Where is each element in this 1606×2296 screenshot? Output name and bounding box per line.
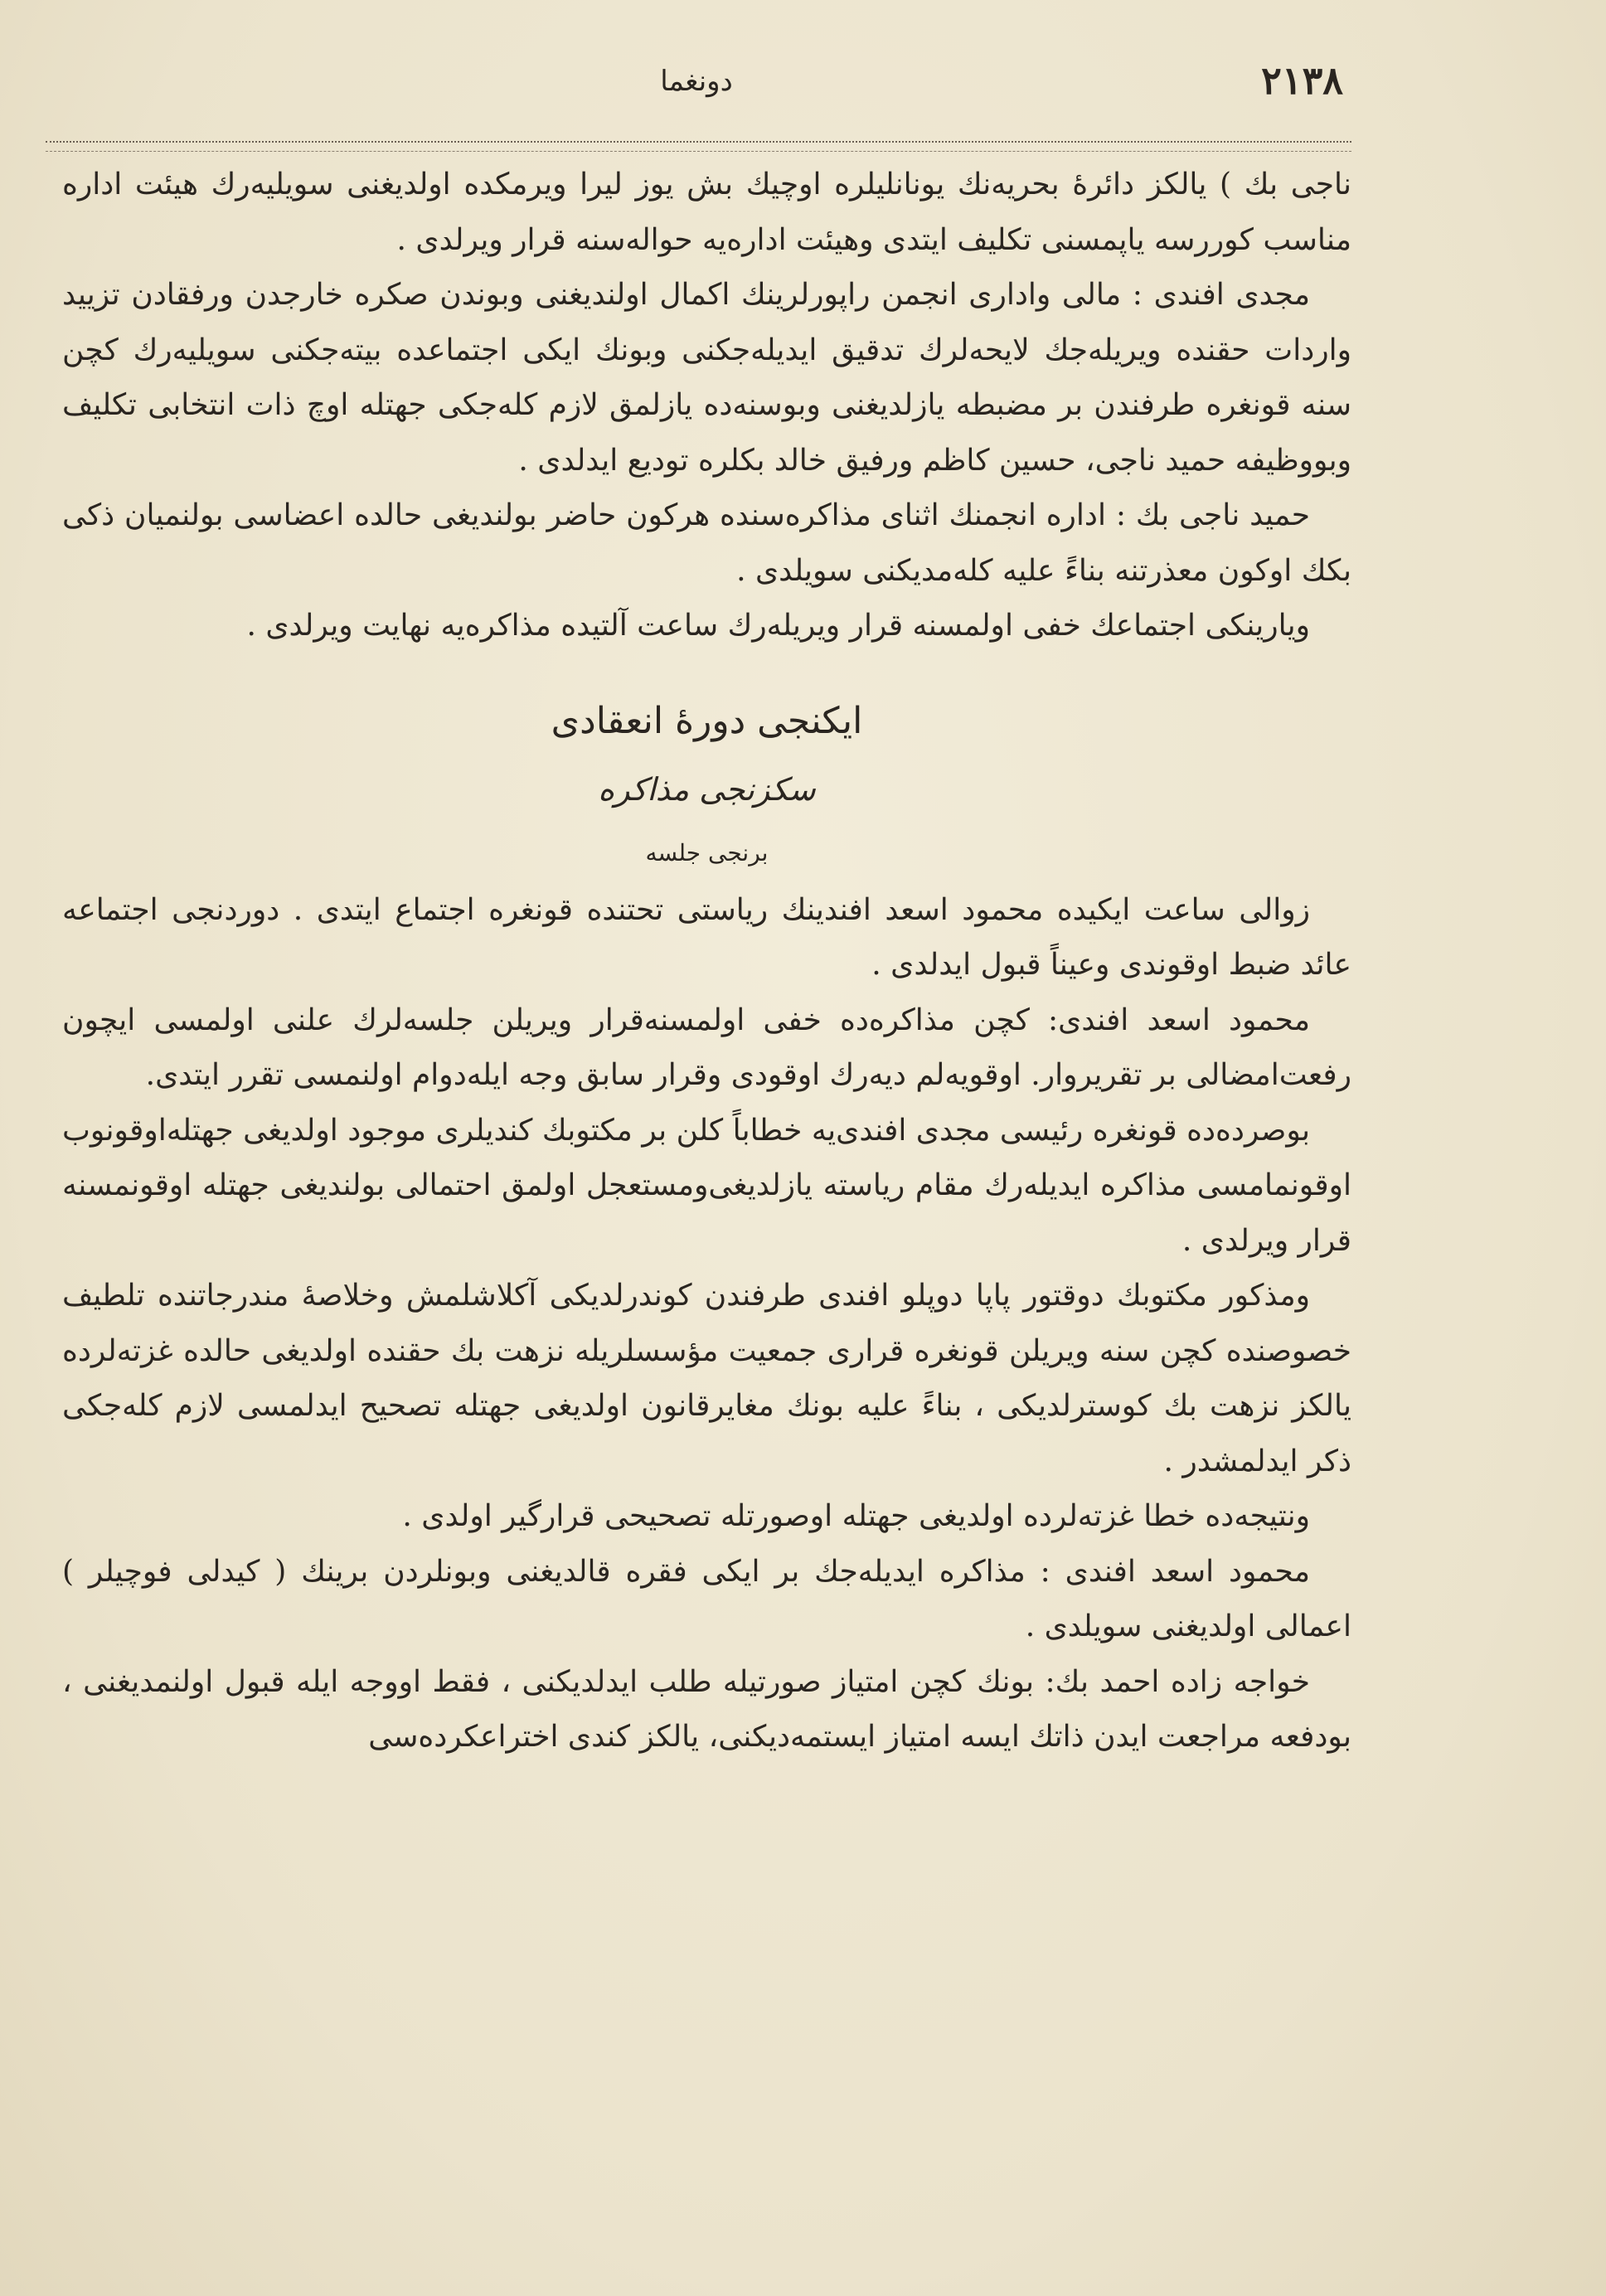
paragraph: ویارینكی اجتماعك خفی اولمسنه قرار ویریله‌رك ساعت آلتیده مذاكره‌یه نهایت ویرلدی . <box>246 609 1310 643</box>
paragraph: بوصرده‌ده قونغره رئیسی مجدی افندی‌یه خطاباً كلن بر مكتوبك كندیلری موجود اولدیغی جهتله‌اوقونوب اوقونمامسی مذاكره ایدیله‌رك مقام ریاسته یازلدیغی‌ومستعجل اولمق احتمالی بولندیغی جهتله اوقونمسنه قرار ویرلدی . <box>62 1113 1351 1258</box>
page-header <box>50 58 1343 124</box>
paragraph: ونتیجه‌ده خطا غزته‌لرده اولدیغی جهتله اوصورتله تصحیحی قرارگیر اولدی . <box>402 1499 1310 1533</box>
paragraph: محمود اسعد افندی : مذاكره ایدیله‌جك بر ایكی فقره قالدیغنی وبونلردن برینك ( كیدلی فوچیلر ) اعمالی اولدیغنی سویلدی . <box>62 1554 1351 1643</box>
paragraph: خواجه زاده احمد بك: بونك كچن امتیاز صورتیله طلب ایدلدیكنی ، فقط اووجه ایله قبول اولنمدیغنی ، بودفعه مراجعت ایدن ذاتك ایسه امتیاز ایستمه‌دیكنی، یالكز كندی اختراعكرده‌سی <box>62 1664 1351 1754</box>
paragraph: ناجی بك ) یالكز دائرهٔ بحریه‌نك یونانلیلره اوچیك بش یوز لیرا ویرمكده اولدیغنی سویلیه‌رك هیئت اداره مناسب كوررسه یاپمسنی تكلیف ایتدی وهیئت اداره‌یه حواله‌سنه قرار ویرلدی . <box>62 167 1351 257</box>
paragraph: محمود اسعد افندی: كچن مذاكره‌ده خفی اولمسنه‌قرار ویریلن جلسه‌لرك علنی اولمسی ایچون رفعت‌امضالی بر تقریروار. اوقویه‌لم دیه‌رك اوقودی وقرار سابق وجه ایله‌دوام اولنمسی تقرر ایتدی. <box>62 1002 1351 1092</box>
paragraph: مجدی افندی : مالی واداری انجمن راپورلرینك اكمال اولندیغنی وبوندن صكره خارجدن ورفقادن تزیید واردات حقنده ویریله‌جك لایحه‌لرك تدقیق ایدیله‌جكنی وبونك ایكی اجتماعده بیته‌جكنی سویلیه‌رك كچن سنه قونغره طرفندن بر مضبطه یازلدیغنی وبوسنه‌ده یازلمق لازم كله‌جكی جهتله اوچ ذات انتخابی تكلیف وبووظیفه حمید ناجی، حسین كاظم ورفیق خالد بكلره تودیع ایدلدی . <box>62 278 1351 478</box>
section-subtitle: سكزنجی مذاكره <box>598 770 816 808</box>
header-rule <box>46 141 1351 152</box>
paragraph: ومذكور مكتوبك دوقتور پاپا دوپلو افندی طرفندن كوندرلدیكی آكلاشلمش وخلاصهٔ مندرجاتنده تلطیف خصوصنده كچن سنه ویریلن قونغره قراری جمعیت مؤسسلریله نزهت بك حقنده اولدیغی حالده غزته‌لرده یالكز نزهت بك كوسترلدیكی ، بناءً علیه بونك مغایرقانون اولدیغی جهتله تصحیح ایدلمسی لازم كله‌جكی ذكر ایدلمشدر . <box>62 1279 1351 1478</box>
body-text <box>62 158 1351 1765</box>
paragraph: زوالی ساعت ایكیده محمود اسعد افندینك ریاستی تحتنده قونغره اجتماع ایتدی . دوردنجی اجتماعه عائد ضبط اوقوندی وعیناً قبول ایدلدی . <box>62 892 1351 982</box>
page-number: ٢١٣٨ <box>1261 58 1343 103</box>
running-head: دونغما <box>660 65 733 98</box>
section-title: ایكنجی دورهٔ انعقادی <box>551 699 863 742</box>
paragraph: حمید ناجی بك : اداره انجمنك اثنای مذاكره‌سنده هركون حاضر بولندیغی حالده اعضاسی بولنمیان ذكی بكك اوكون معذرتنه بناءً علیه كله‌مدیكنی سویلدی . <box>62 498 1351 588</box>
session-title: برنجی جلسه <box>645 838 769 866</box>
